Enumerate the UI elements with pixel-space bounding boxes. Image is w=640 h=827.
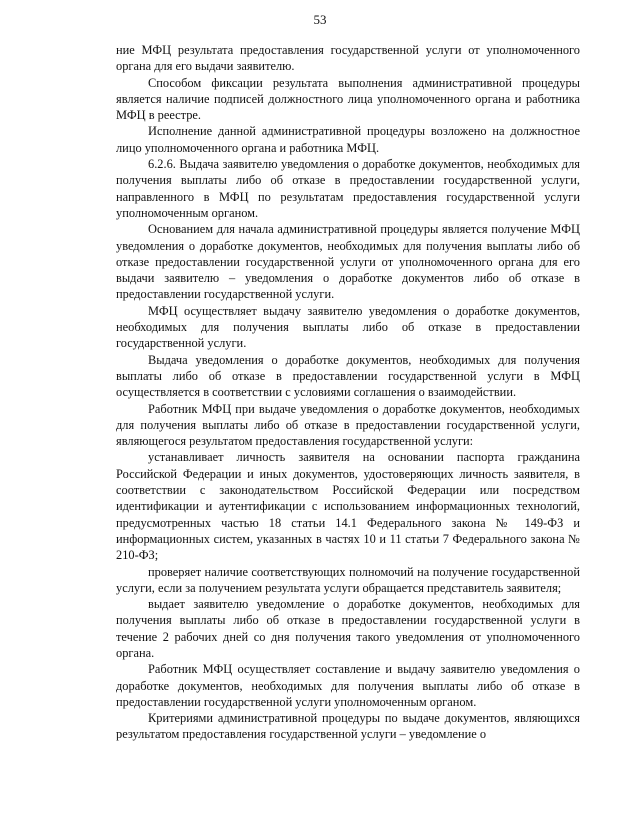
paragraph-3: Исполнение данной административной процедуры возложено на должностное лицо уполномоченного органа и работника МФЦ. [116,124,580,155]
paragraph-4: 6.2.6. Выдача заявителю уведомления о доработке документов, необходимых для получения выплаты либо об отказе в предоставлении государственной услуги, направленного в МФЦ по результатам предоставления государственной услуги уполномоченным органом. [116,157,580,220]
paragraph-1: ние МФЦ результата предоставления государственной услуги от уполномоченного органа для его выдачи заявителю. [116,43,580,74]
paragraph-9: устанавливает личность заявителя на основании паспорта гражданина Российской Федерации и иных документов, удостоверяющих личность заявителя, в соответствии с законодательством Российской Федерации или посредством идентификации и аутентификации с использованием информационных технологий, предусмотренных частью 18 статьи 14.1 Федерального закона № 149-ФЗ и информационных систем, указанных в частях 10 и 11 статьи 7 Федерального закона № 210-ФЗ; [116,450,580,563]
paragraph-8: Работник МФЦ при выдаче уведомления о доработке документов, необходимых для получения выплаты либо об отказе в предоставлении государственной услуги, являющегося результатом предоставления государственной услуги: [116,401,580,449]
paragraph-12: Работник МФЦ осуществляет составление и выдачу заявителю уведомления о доработке документов, необходимых для получения выплаты либо об отказе в предоставлении государственной услуги уполномоченным органом. [116,662,580,709]
paragraph-5: Основанием для начала административной процедуры является получение МФЦ уведомления о доработке документов, необходимых для получения выплаты либо об отказе предоставлении государственной услуги от уполномоченного органа для его выдачи заявителю – уведомления о доработке документов либо об отказе в предоставлении государственной услуги. [116,222,580,302]
paragraph-11: выдает заявителю уведомление о доработке документов, необходимых для получения выплаты либо об отказе в предоставлении государственной услуги в течение 2 рабочих дней со дня получения такого уведомления от уполномоченного органа. [116,597,580,660]
paragraph-10: проверяет наличие соответствующих полномочий на получение государственной услуги, если за получением результата услуги обращается представитель заявителя; [116,564,580,595]
paragraph-13: Критериями административной процедуры по выдаче документов, являющихся результатом предоставления государственной услуги – уведомление о [116,711,580,742]
page-number: 53 [313,12,327,27]
paragraph-2: Способом фиксации результата выполнения административной процедуры является наличие подписей должностного лица уполномоченного органа и работника МФЦ в реестре. [116,75,580,123]
document-body [116,42,580,743]
paragraph-7: Выдача уведомления о доработке документов, необходимых для получения выплаты либо об отказе в предоставлении государственной услуги в МФЦ осуществляется в соответствии с условиями соглашения о взаимодействии. [116,352,580,400]
paragraph-6: МФЦ осуществляет выдачу заявителю уведомления о доработке документов, необходимых для получения выплаты либо об отказе в предоставлении государственной услуги. [116,303,580,351]
